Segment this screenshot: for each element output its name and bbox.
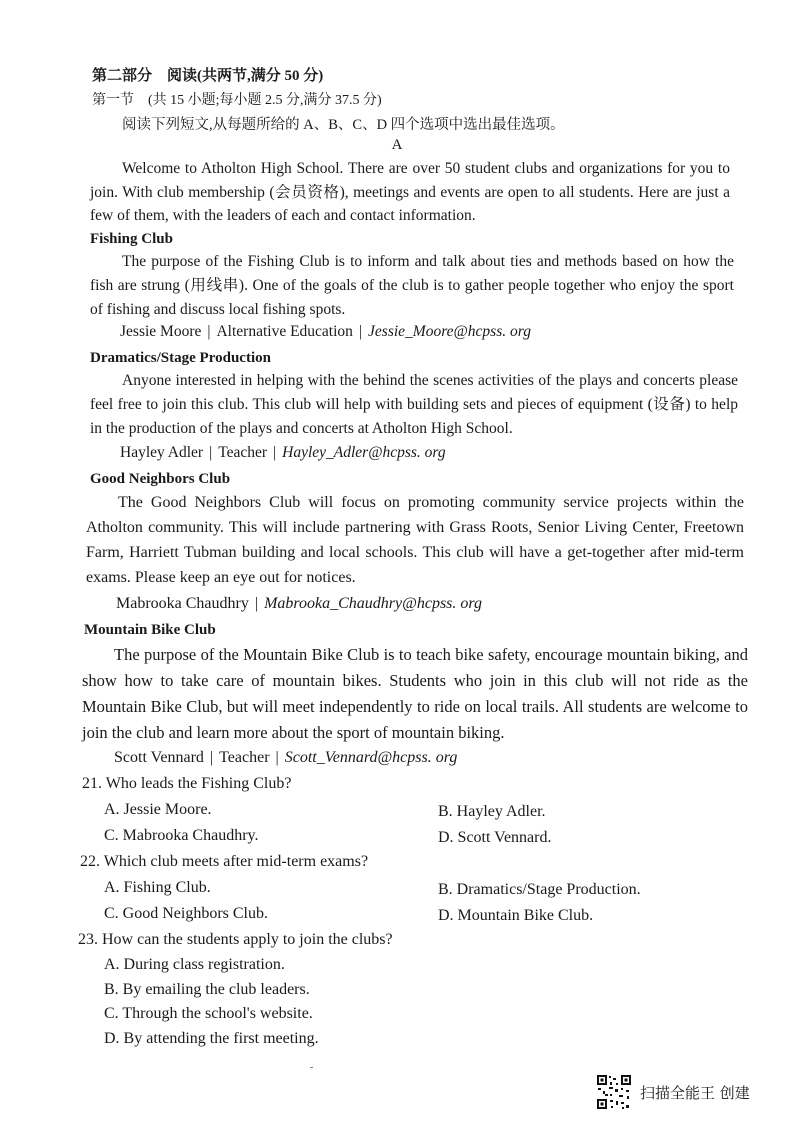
question-22-option-a[interactable]: A. Fishing Club. <box>104 879 211 896</box>
leader-name: Hayley Adler <box>120 444 204 461</box>
intro-text: Welcome to Atholton High School. There are over 50 student clubs and organizations for you to join. With club membership (会员资格), meetings and events are open to all students. Here are just a few of them, with the leaders of each and contact information. <box>90 160 730 224</box>
club-desc-text: The Good Neighbors Club will focus on promoting community service projects within the Atholton community. This will include partnering with Grass Roots, Senior Living Center, Freetown Farm, Harriett Tubman building and local schools. This club will have a get-together after mid-term exams. Please keep an eye out for notices. <box>86 494 744 586</box>
question-22-stem: 22. Which club meets after mid-term exams? <box>80 853 369 870</box>
contact-dramatics: Hayley Adler | Teacher | Hayley_Adler@hcpss. org <box>120 444 446 461</box>
club-desc-text: The purpose of the Fishing Club is to inform and talk about ties and methods based on how the fish are strung (用线串). One of the goals of the club is to gather people together who enjoy the sport of fishing and discuss local fishing spots. <box>90 253 734 318</box>
club-title-fishing: Fishing Club <box>90 231 173 247</box>
contact-fishing: Jessie Moore | Alternative Education | Jessie_Moore@hcpss. org <box>120 323 531 340</box>
question-21-option-a[interactable]: A. Jessie Moore. <box>104 801 212 818</box>
leader-email: Mabrooka_Chaudhry@hcpss. org <box>264 595 483 612</box>
question-22-option-d[interactable]: D. Mountain Bike Club. <box>438 907 594 924</box>
club-title-dramatics: Dramatics/Stage Production <box>90 350 271 366</box>
qr-code-icon <box>596 1074 632 1110</box>
question-21-option-d[interactable]: D. Scott Vennard. <box>438 829 552 846</box>
leader-role: Teacher <box>219 749 270 766</box>
club-title-mountain-bike: Mountain Bike Club <box>84 622 216 638</box>
leader-name: Jessie Moore <box>120 323 202 340</box>
leader-role: Alternative Education <box>216 323 353 340</box>
contact-good-neighbors: Mabrooka Chaudhry | Mabrooka_Chaudhry@hcpss. org <box>116 595 483 612</box>
part-title: 第二部分 阅读(共两节,满分 50 分) <box>92 68 324 84</box>
club-desc-dramatics <box>90 369 738 441</box>
question-22-option-b[interactable]: B. Dramatics/Stage Production. <box>438 881 641 898</box>
leader-name: Scott Vennard <box>114 749 204 766</box>
question-22-option-c[interactable]: C. Good Neighbors Club. <box>104 905 268 922</box>
question-21-option-c[interactable]: C. Mabrooka Chaudhry. <box>104 827 259 844</box>
contact-mountain-bike: Scott Vennard | Teacher | Scott_Vennard@hcpss. org <box>114 749 458 766</box>
leader-name: Mabrooka Chaudhry <box>116 595 249 612</box>
leader-email: Jessie_Moore@hcpss. org <box>368 323 531 340</box>
question-23-option-a[interactable]: A. During class registration. <box>104 956 285 973</box>
question-23-option-c[interactable]: C. Through the school's website. <box>104 1005 313 1022</box>
intro-paragraph <box>90 157 730 228</box>
question-21-option-b[interactable]: B. Hayley Adler. <box>438 803 546 820</box>
page-number-mark: - <box>310 1062 314 1073</box>
question-21-stem: 21. Who leads the Fishing Club? <box>82 775 292 792</box>
question-23-stem: 23. How can the students apply to join the clubs? <box>78 931 393 948</box>
leader-role: Teacher <box>218 444 268 461</box>
club-desc-fishing <box>90 250 734 322</box>
leader-email: Hayley_Adler@hcpss. org <box>282 444 446 461</box>
instruction: 阅读下列短文,从每题所给的 A、B、C、D 四个选项中选出最佳选项。 <box>122 117 565 133</box>
club-desc-good-neighbors <box>86 490 744 590</box>
club-title-good-neighbors: Good Neighbors Club <box>90 471 231 487</box>
scanner-watermark: 扫描全能王 创建 <box>640 1084 750 1102</box>
leader-email: Scott_Vennard@hcpss. org <box>284 749 458 766</box>
section-subtitle: 第一节 (共 15 小题;每小题 2.5 分,满分 37.5 分) <box>92 93 382 108</box>
passage-label: A <box>391 137 403 153</box>
club-desc-text: The purpose of the Mountain Bike Club is to teach bike safety, encourage mountain biking, and show how to take care of mountain bikes. Students who join in this club will not ride as the Mountain Bike Club, but will meet independently to ride on local trails. All students are welcome to join the club and learn more about the sport of mountain biking. <box>82 645 748 742</box>
question-23-option-d[interactable]: D. By attending the first meeting. <box>104 1030 319 1047</box>
club-desc-mountain-bike <box>82 642 748 746</box>
question-23-option-b[interactable]: B. By emailing the club leaders. <box>104 981 310 998</box>
club-desc-text: Anyone interested in helping with the behind the scenes activities of the plays and concerts please feel free to join this club. This club will help with building sets and pieces of equipment (设备) to help in the production of the plays and concerts at Atholton High School. <box>90 372 738 437</box>
